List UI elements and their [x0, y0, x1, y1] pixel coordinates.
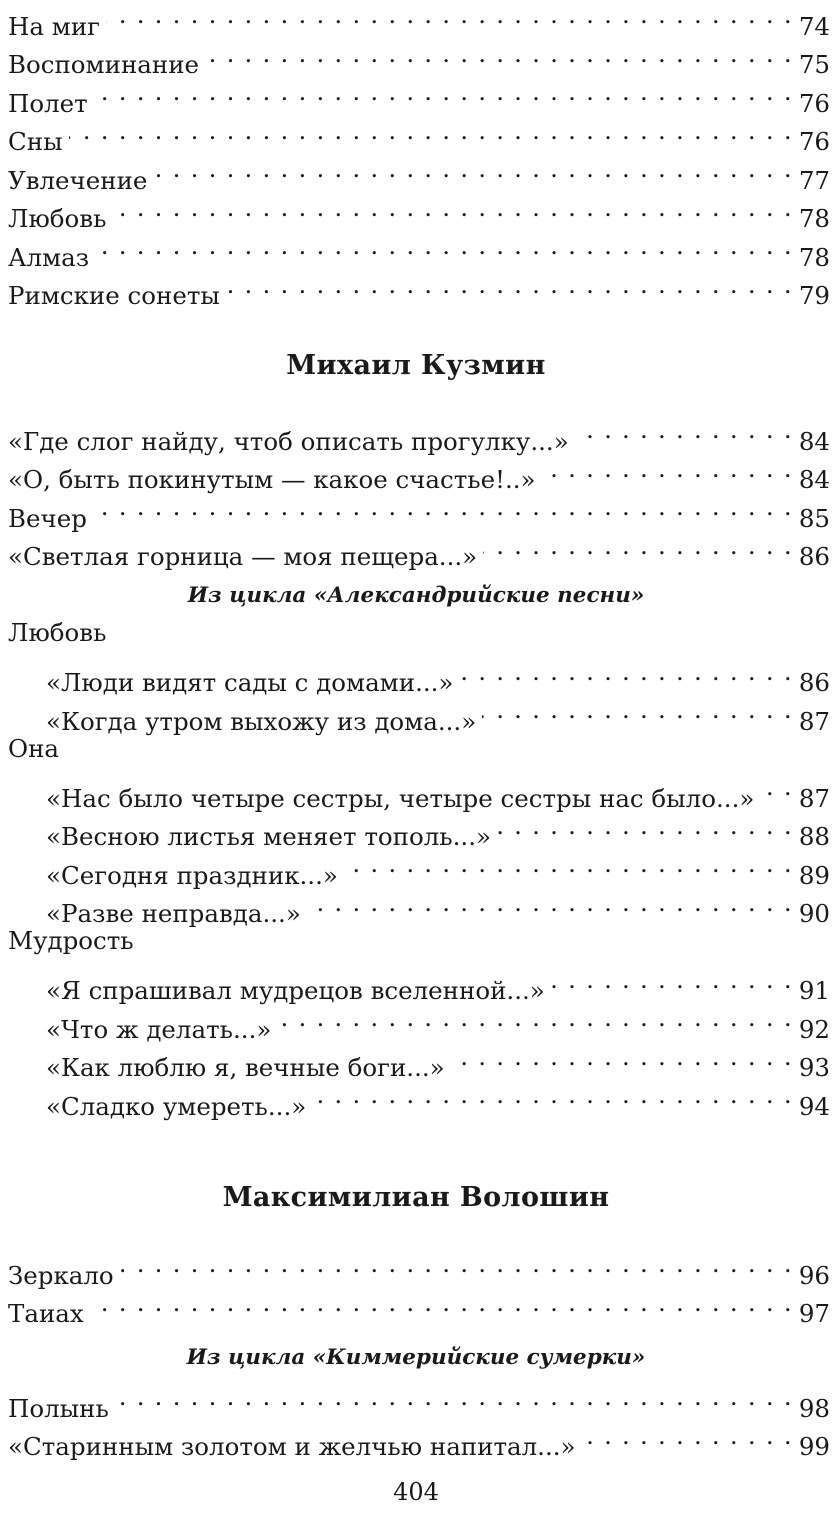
- toc-entry-page: 74: [798, 11, 830, 41]
- dot-leader: [95, 227, 793, 266]
- dot-leader: [90, 1284, 793, 1323]
- toc-entry-title: На миг: [8, 11, 100, 41]
- dot-leader: [112, 189, 792, 228]
- toc-entry-title: Полынь: [8, 1393, 109, 1423]
- dot-leader: [115, 1378, 793, 1417]
- toc-entry-title: Зеркало: [8, 1260, 114, 1290]
- toc-entry[interactable]: [8, 1245, 830, 1290]
- toc-entry-title: «Где слог найду, чтоб описать прогулку...»: [8, 426, 569, 456]
- dot-leader: [459, 653, 792, 692]
- dot-leader: [277, 999, 792, 1038]
- toc-entry-page: 87: [798, 706, 830, 736]
- toc-entry-page: 93: [798, 1053, 830, 1082]
- toc-entry-title: «Светлая горница — моя пещера...»: [8, 542, 478, 571]
- toc-entry[interactable]: [8, 227, 830, 272]
- toc-entry-page: 85: [798, 503, 830, 533]
- toc-entry[interactable]: [8, 73, 830, 118]
- dot-leader: [551, 961, 793, 1000]
- toc-entry-title: Полет: [8, 88, 88, 118]
- author-heading-voloshin: Максимилиан Волошин: [222, 1182, 610, 1213]
- toc-entry-page: 79: [798, 281, 830, 310]
- toc-entry-page: 75: [798, 50, 830, 79]
- dot-leader: [94, 73, 793, 112]
- toc-entry-page: 84: [798, 465, 830, 494]
- toc-entry[interactable]: [8, 112, 830, 156]
- dot-leader: [312, 1076, 793, 1115]
- toc-entry[interactable]: [8, 961, 830, 1005]
- toc-entry-page: 76: [798, 88, 830, 118]
- toc-entry-page: 96: [798, 1260, 830, 1290]
- toc-entry-page: 84: [798, 426, 830, 456]
- toc-entry[interactable]: [8, 1417, 830, 1461]
- toc-entry-title: «Нас было четыре сестры, четыре сестры нас было...»: [46, 783, 755, 813]
- toc-entry-title: «Люди видят сады с домами...»: [46, 668, 454, 697]
- toc-entry-title: Алмаз: [8, 242, 90, 272]
- toc-entry[interactable]: [8, 527, 830, 571]
- toc-entry-page: 76: [798, 127, 830, 156]
- toc-list-kuzmin: [8, 411, 830, 571]
- toc-entry-title: «Разве неправда...»: [46, 899, 301, 928]
- toc-entry-title: «Что ж делать...»: [46, 1014, 272, 1044]
- toc-entry[interactable]: [8, 189, 830, 233]
- dot-leader: [344, 845, 793, 884]
- toc-entry-page: 78: [798, 204, 830, 233]
- toc-entry[interactable]: [8, 411, 830, 456]
- toc-entry-page: 78: [798, 242, 830, 272]
- dot-leader: [307, 884, 793, 923]
- toc-entry[interactable]: [8, 653, 830, 697]
- toc-entry-page: 86: [798, 668, 830, 697]
- dot-leader: [451, 1038, 793, 1077]
- toc-entry[interactable]: [8, 266, 830, 310]
- toc-entry[interactable]: [8, 150, 830, 195]
- toc-entry-page: 86: [798, 542, 830, 571]
- author-heading-kuzmin: Михаил Кузмин: [286, 350, 546, 381]
- toc-entry-page: 94: [798, 1091, 830, 1121]
- toc-entry-page: 88: [798, 822, 830, 851]
- toc-entry[interactable]: [8, 768, 830, 813]
- toc-list-voloshin: [8, 1245, 830, 1328]
- toc-entry-page: 92: [798, 1014, 830, 1044]
- toc-entry-title: «Весною листья меняет тополь...»: [46, 822, 491, 851]
- dot-leader: [205, 35, 793, 74]
- toc-entry-title: «Сладко умереть...»: [46, 1091, 307, 1121]
- toc-entry-title: Римские сонеты: [8, 281, 220, 310]
- toc-entry-title: Сны: [8, 127, 63, 156]
- toc-entry-title: Вечер: [8, 503, 87, 533]
- toc-entry[interactable]: [8, 35, 830, 79]
- toc-entry-page: 91: [798, 976, 830, 1005]
- toc-entry[interactable]: [8, 1378, 830, 1423]
- toc-list-alexandrian: [8, 614, 830, 1121]
- cycle-heading-cimmerian: Из цикла «Киммерийские сумерки»: [186, 1345, 646, 1370]
- cycle-heading-alexandrian: Из цикла «Александрийские песни»: [187, 583, 645, 608]
- dot-leader: [120, 1245, 793, 1284]
- dot-leader: [69, 112, 793, 151]
- dot-leader: [575, 411, 793, 450]
- toc-entry-title: Любовь: [8, 204, 107, 233]
- dot-leader: [582, 1417, 793, 1456]
- toc-group-label: Она: [8, 733, 60, 763]
- dot-leader: [760, 768, 792, 807]
- dot-leader: [497, 807, 793, 846]
- toc-entry[interactable]: [8, 488, 830, 533]
- toc-entry-page: 89: [798, 860, 830, 890]
- toc-entry-title: Увлечение: [8, 165, 148, 195]
- dot-leader: [93, 488, 793, 527]
- toc-group-label: Любовь: [8, 618, 107, 647]
- toc-entry-page: 87: [798, 783, 830, 813]
- toc-group-label: Мудрость: [8, 926, 134, 955]
- toc-list-top: [8, 0, 830, 310]
- toc-entry-title: «Старинным золотом и желчью напитал...»: [8, 1432, 576, 1461]
- dot-leader: [482, 691, 793, 730]
- toc-entry[interactable]: [8, 1284, 830, 1328]
- toc-entry-page: 97: [798, 1299, 830, 1328]
- toc-entry-title: Таиах: [8, 1299, 84, 1328]
- toc-entry[interactable]: [8, 0, 830, 41]
- dot-leader: [153, 150, 792, 189]
- toc-entry-page: 90: [798, 899, 830, 928]
- dot-leader: [542, 450, 793, 489]
- toc-list-cimmerian: [8, 1378, 830, 1461]
- toc-entry-title: «Сегодня праздник...»: [46, 860, 338, 890]
- dot-leader: [226, 266, 793, 305]
- dot-leader: [483, 527, 793, 566]
- toc-entry-title: «Я спрашивал мудрецов вселенной...»: [46, 976, 545, 1005]
- dot-leader: [106, 0, 793, 35]
- toc-entry-title: «Когда утром выхожу из дома...»: [46, 706, 477, 736]
- page-number: 404: [393, 1478, 439, 1506]
- toc-entry-title: «Как люблю я, вечные боги...»: [46, 1053, 445, 1082]
- toc-entry-title: «О, быть покинутым — какое счастье!..»: [8, 465, 536, 494]
- toc-entry-page: 98: [798, 1393, 830, 1423]
- toc-entry-page: 77: [798, 165, 830, 195]
- toc-entry-page: 99: [798, 1432, 830, 1461]
- toc-entry-title: Воспоминание: [8, 50, 200, 79]
